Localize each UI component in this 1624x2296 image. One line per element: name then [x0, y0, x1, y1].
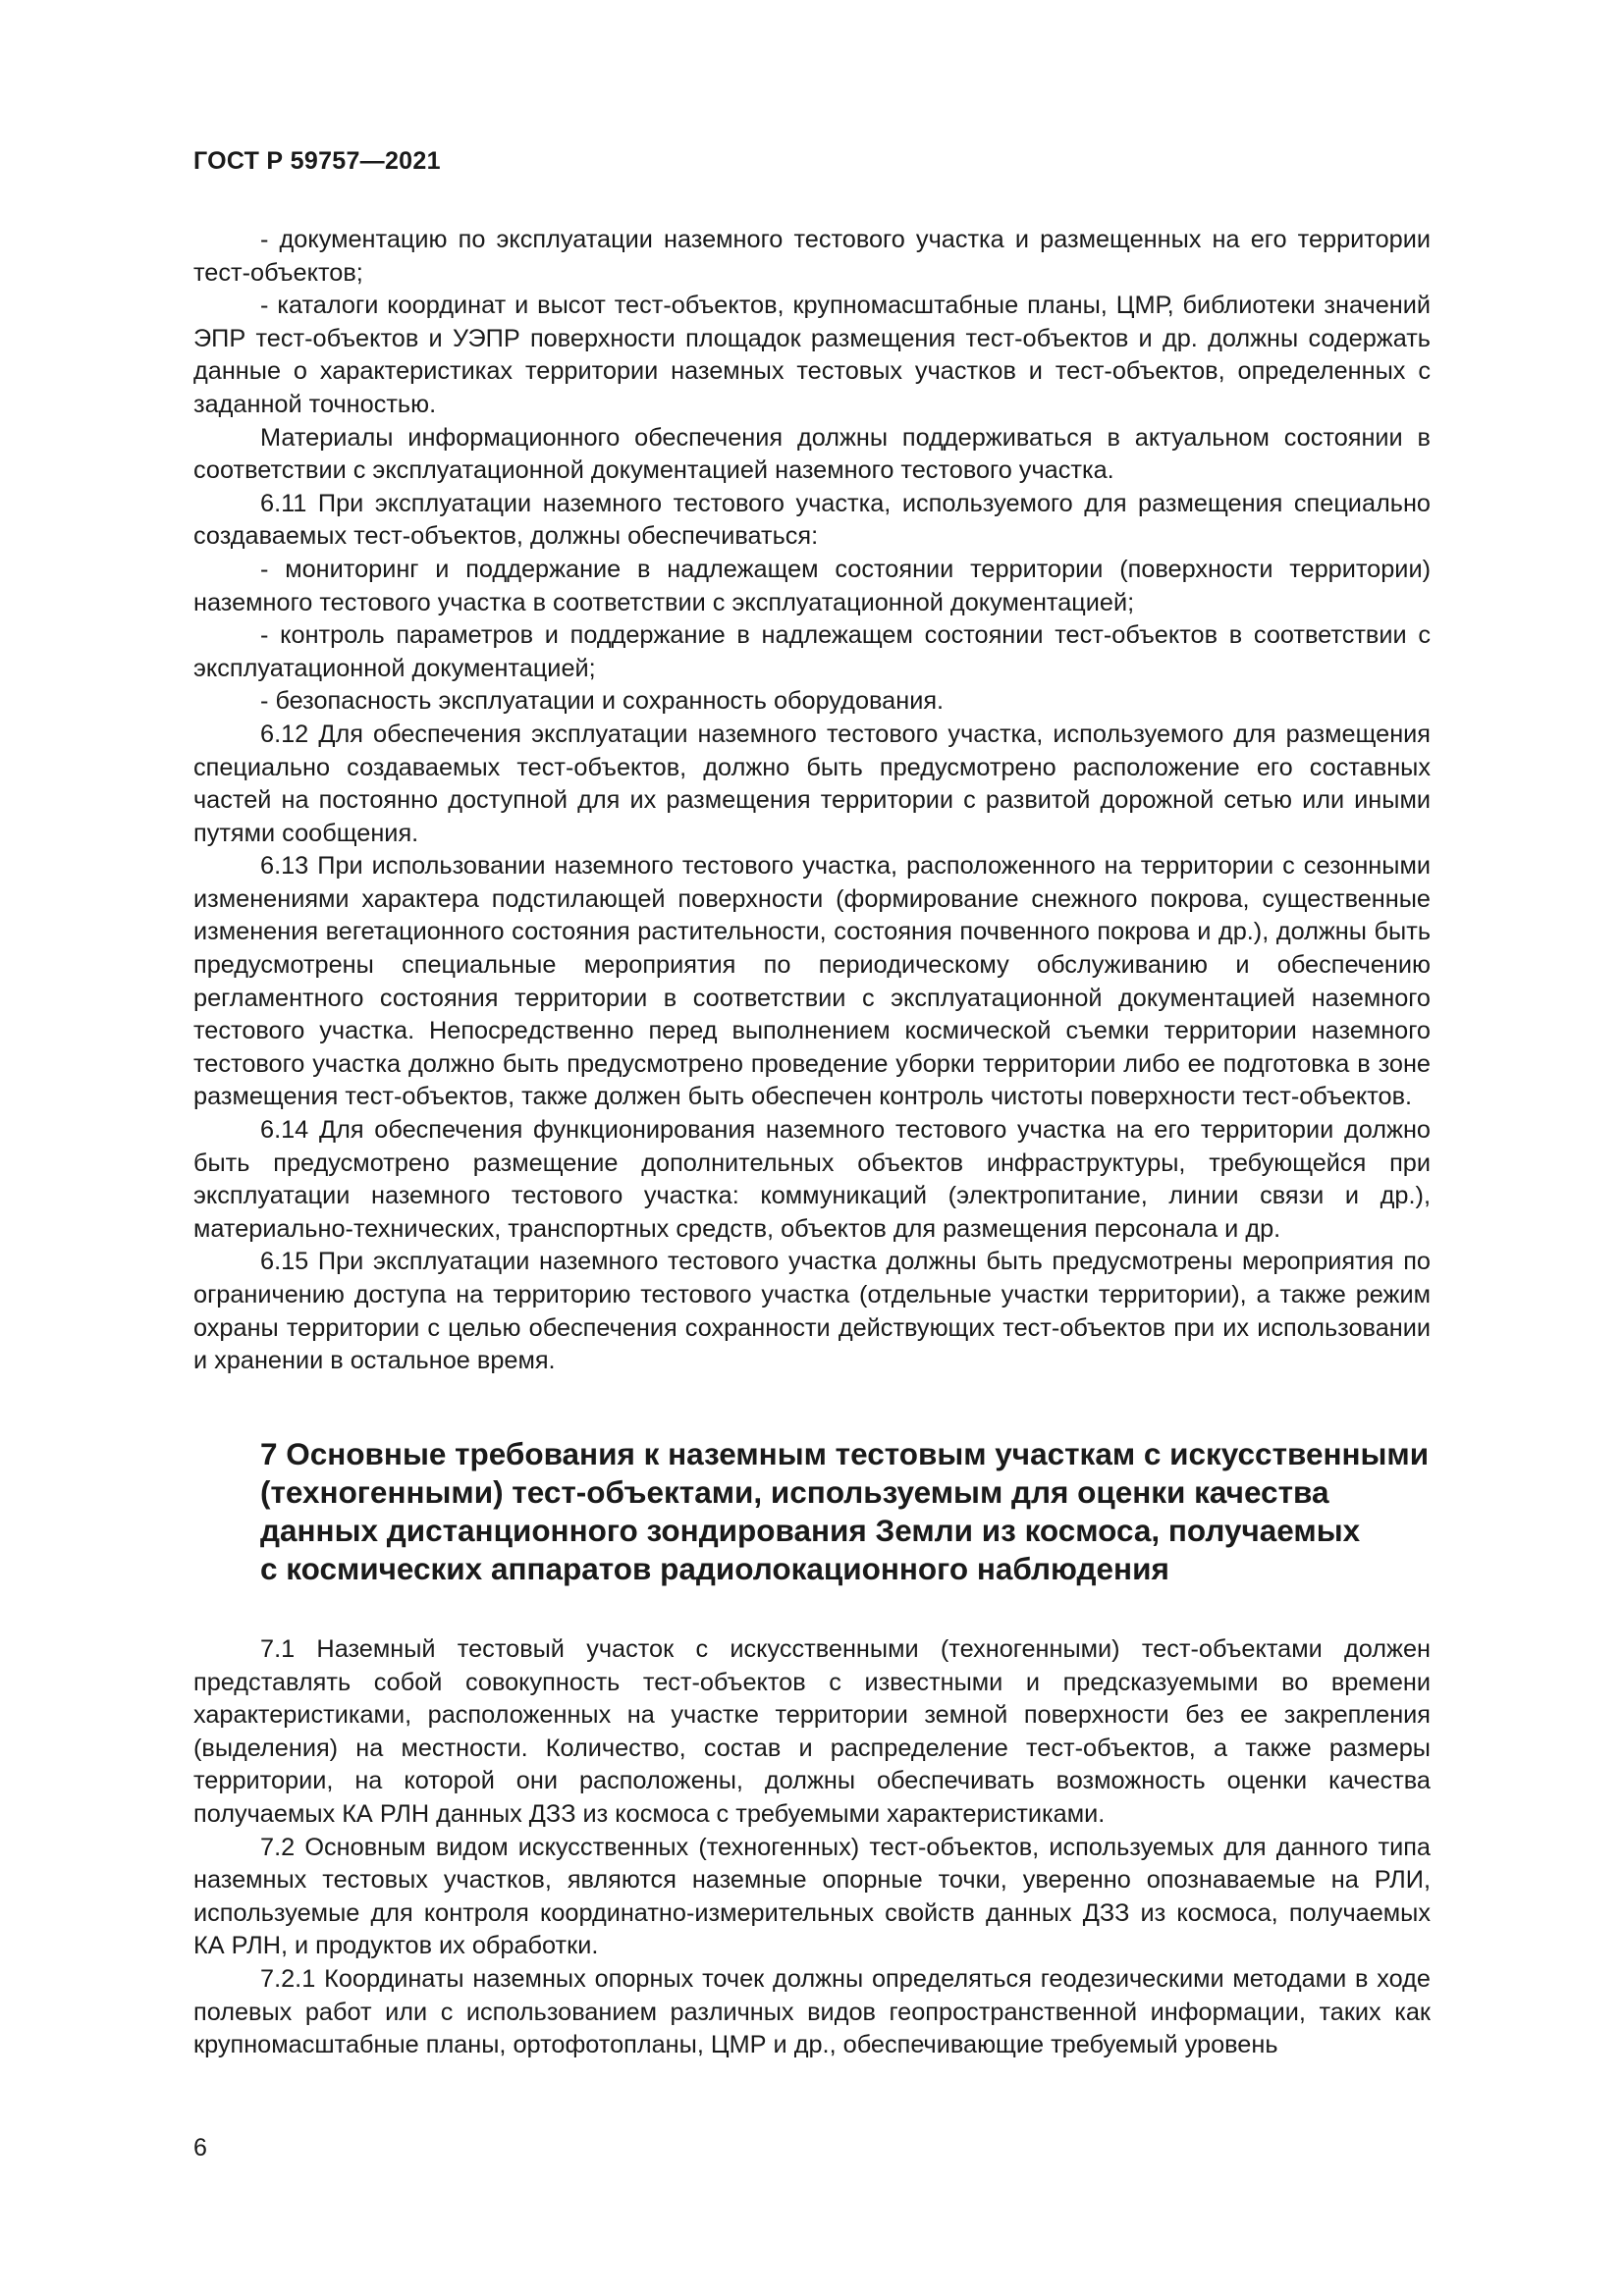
paragraph: 6.15 При эксплуатации наземного тестового участка должны быть предусмотрены мероприятия по ограничению доступа на территорию тестового участка (отдельные участки территории), а также режим охраны территории с целью обеспечения сохранности действующих тест-объектов при их использовании и хранении в остальное время.	[193, 1248, 1431, 1375]
paragraph: Материалы информационного обеспечения должны поддерживаться в актуальном состоянии в соответствии с эксплуатационной документацией наземного тестового участка.	[193, 423, 1431, 485]
paragraph: 6.12 Для обеспечения эксплуатации наземного тестового участка, используемого для размещения специально создаваемых тест-объектов, должно быть предусмотрено расположение его составных частей на постоянно доступной для их размещения территории с развитой дорожной сетью или иными путями сообщения.	[193, 720, 1431, 847]
heading-line: (техногенными) тест-объектами, используемым для оценки качества	[260, 1474, 1329, 1510]
document-header: ГОСТ Р 59757—2021	[193, 147, 441, 175]
paragraph: 6.13 При использовании наземного тестового участка, расположенного на территории с сезонными изменениями характера подстилающей поверхности (формирование снежного покрова, существенные изменения вегетационного состояния растительности, состояния почвенного покрова и др.), должны быть предусмотрены специальные мероприятия по периодическому обслуживанию и обеспечению регламентного состояния территории в соответствии с эксплуатационной документацией наземного тестового участка. Непосредственно перед выполнением космической съемки территории наземного тестового участка должно быть предусмотрено проведение уборки территории либо ее подготовка в зоне размещения тест-объектов, также должен быть обеспечен контроль чистоты поверхности тест-объектов.	[193, 852, 1431, 1111]
paragraph: - контроль параметров и поддержание в надлежащем состоянии тест-объектов в соответствии с эксплуатационной документацией;	[193, 621, 1431, 682]
paragraph: - безопасность эксплуатации и сохранность оборудования.	[260, 687, 945, 716]
paragraph: 6.14 Для обеспечения функционирования наземного тестового участка на его территории должно быть предусмотрено размещение дополнительных объектов инфраструктуры, требующейся при эксплуатации наземного тестового участка: коммуникаций (электропитание, линии связи и др.), материально-технических, транспортных средств, объектов для размещения персонала и др.	[193, 1116, 1431, 1243]
heading-line: данных дистанционного зондирования Земли из космоса, получаемых	[260, 1513, 1361, 1548]
paragraph: - мониторинг и поддержание в надлежащем состоянии территории (поверхности территории) наземного тестового участка в соответствии с эксплуатационной документацией;	[193, 555, 1431, 616]
paragraph: - каталоги координат и высот тест-объектов, крупномасштабные планы, ЦМР, библиотеки значений ЭПР тест-объектов и УЭПР поверхности площадок размещения тест-объектов и др. должны содержать данные о характеристиках территории наземных тестовых участков и тест-объектов, определенных с заданной точностью.	[193, 292, 1431, 418]
paragraph: 7.1 Наземный тестовый участок с искусственными (техногенными) тест-объектами должен представлять собой совокупность тест-объектов с известными и предсказуемыми во времени характеристиками, расположенных на участке территории земной поверхности без ее закрепления (выделения) на местности. Количество, состав и распределение тест-объектов, а также размеры территории, на которой они расположены, должны обеспечивать возможность оценки качества получаемых КА РЛН данных ДЗЗ из космоса с требуемыми характеристиками.	[193, 1635, 1431, 1828]
paragraph: 6.11 При эксплуатации наземного тестового участка, используемого для размещения специально создаваемых тест-объектов, должны обеспечиваться:	[193, 489, 1431, 551]
section-6-text	[193, 224, 1431, 1378]
paragraph: 7.2.1 Координаты наземных опорных точек должны определяться геодезическими методами в ходе полевых работ или с использованием различных видов геопространственной информации, таких как крупномасштабные планы, ортофотопланы, ЦМР и др., обеспечивающие требуемый уровень	[193, 1964, 1431, 2059]
heading-line: 7 Основные требования к наземным тестовым участкам с искусственными	[260, 1436, 1430, 1471]
page-number: 6	[193, 2134, 207, 2162]
section-7-text	[193, 1633, 1431, 2062]
section-7-heading	[260, 1435, 1438, 1588]
paragraph: 7.2 Основным видом искусственных (техногенных) тест-объектов, используемых для данного типа наземных тестовых участков, являются наземные опорные точки, уверенно опознаваемые на РЛИ, используемые для контроля координатно-измерительных свойств данных ДЗЗ из космоса, получаемых КА РЛН, и продуктов их обработки.	[193, 1833, 1431, 1960]
heading-line: с космических аппаратов радиолокационного наблюдения	[260, 1551, 1169, 1586]
paragraph: - документацию по эксплуатации наземного тестового участка и размещенных на его территории тест-объектов;	[193, 226, 1431, 287]
